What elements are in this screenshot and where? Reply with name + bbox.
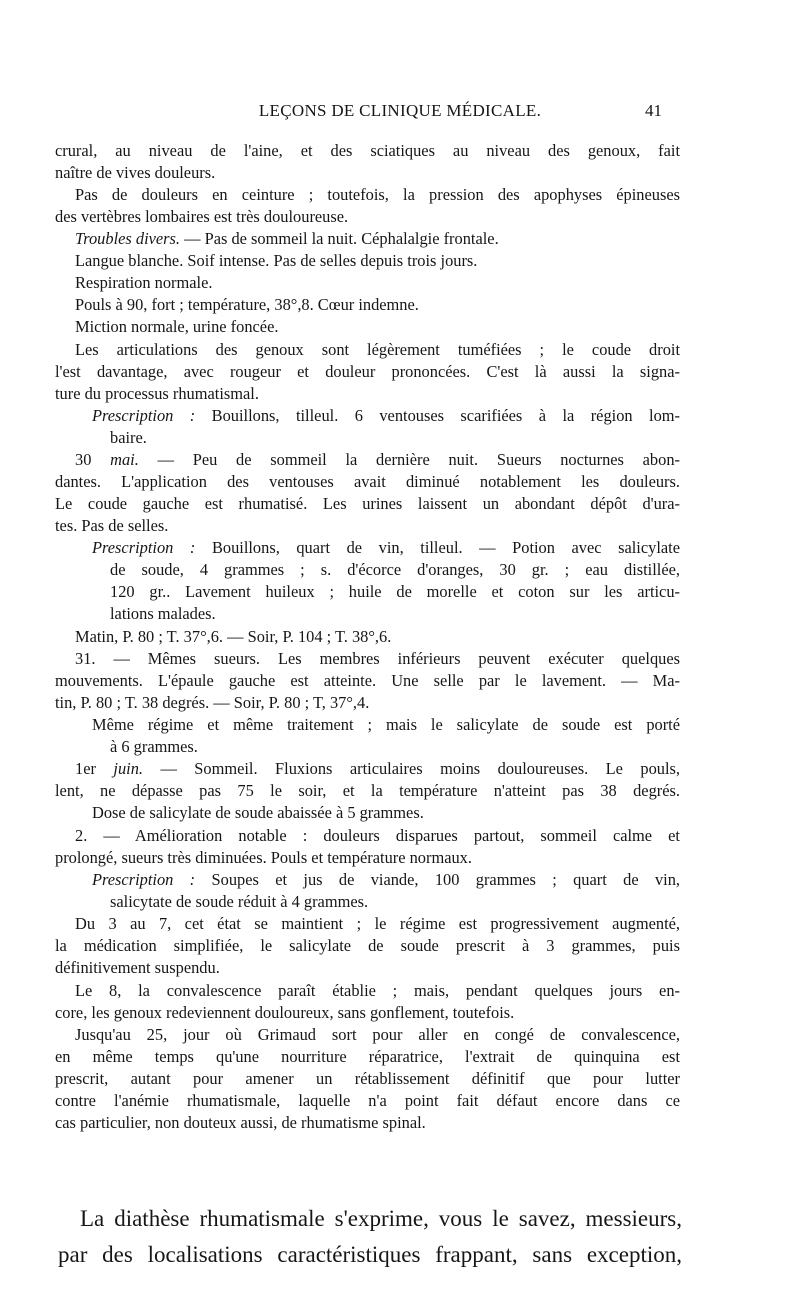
text-line: ture du processus rhumatismal. [55,384,259,403]
text-line: naître de vives douleurs. [55,163,216,182]
text-line: Respiration normale. [75,273,213,292]
text-line: tin, P. 80 ; T. 38 degrés. — Soir, P. 80 ; T, 37°,4. [55,693,370,712]
text-line: baire. [110,428,147,447]
text-line: Matin, P. 80 ; T. 37°,6. — Soir, P. 104 ; T. 38°,6. [75,627,392,646]
text-line: Prescription : Bouillons, quart de vin, tilleul. — Potion avec salicylate [92,538,680,557]
text-line: Miction normale, urine foncée. [75,317,279,336]
text-line: Le coude gauche est rhumatisé. Les urines laissent un abondant dépôt d'ura- [55,494,680,513]
text-line: 30 mai. — Peu de sommeil la dernière nuit. Sueurs nocturnes abon- [75,450,680,469]
prescription-label: Prescription : [92,538,196,557]
text-line: Du 3 au 7, cet état se maintient ; le régime est progressivement augmenté, [75,914,680,933]
text-line: Prescription : Bouillons, tilleul. 6 ventouses scarifiées à la région lom- [92,406,680,425]
text-line: Prescription : Soupes et jus de viande, 100 grammes ; quart de vin, [92,870,680,889]
text-line: prolongé, sueurs très diminuées. Pouls et température normaux. [55,848,472,867]
text-line: prescrit, autant pour amener un rétablissement définitif que pour lutter [55,1069,680,1088]
text-line: Pouls à 90, fort ; température, 38°,8. Cœur indemne. [75,295,419,314]
text-line: 120 gr.. Lavement huileux ; huile de morelle et coton sur les articu- [110,582,680,601]
section-label: Troubles divers. [75,229,181,248]
prescription-label: Prescription : [92,870,196,889]
text-line: contre l'anémie rhumatismale, laquelle n'a point fait défaut encore dans ce [55,1091,680,1110]
text-line: cas particulier, non douteux aussi, de rhumatisme spinal. [55,1113,426,1132]
text-line: 31. — Mêmes sueurs. Les membres inférieurs peuvent exécuter quelques [75,649,680,668]
large-text-line: par des localisations caractéristiques frappant, sans exception, [58,1242,682,1267]
text-line: core, les genoux redeviennent douloureux, sans gonflement, toutefois. [55,1003,515,1022]
text-line: Jusqu'au 25, jour où Grimaud sort pour aller en congé de convalescence, [75,1025,680,1044]
text-line: Les articulations des genoux sont légèrement tuméfiées ; le coude droit [75,340,680,359]
large-text-line: La diathèse rhumatismale s'exprime, vous le savez, messieurs, [80,1206,682,1231]
text-line: crural, au niveau de l'aine, et des sciatiques au niveau des genoux, fait [55,141,680,160]
text-line: mouvements. L'épaule gauche est atteinte. Une selle par le lavement. — Ma- [55,671,680,690]
text-line: à 6 grammes. [110,737,198,756]
text-line: Pas de douleurs en ceinture ; toutefois, la pression des apophyses épineuses [75,185,680,204]
prescription-label: Prescription : [92,406,196,425]
text-line: 1er juin. — Sommeil. Fluxions articulaires moins douloureuses. Le pouls, [75,759,681,778]
text-line: des vertèbres lombaires est très douloureuse. [55,207,349,226]
text-line: Dose de salicylate de soude abaissée à 5 grammes. [92,803,424,822]
running-header [0,101,800,125]
header-title: LEÇONS DE CLINIQUE MÉDICALE. [258,101,542,120]
text-line: salicytate de soude réduit à 4 grammes. [110,892,369,911]
text-line: tes. Pas de selles. [55,516,169,535]
text-line: 2. — Amélioration notable : douleurs disparues partout, sommeil calme et [75,826,680,845]
text-line: Troubles divers. — Pas de sommeil la nuit. Céphalalgie frontale. [75,229,499,248]
text-line: Le 8, la convalescence paraît établie ; mais, pendant quelques jours en- [75,981,680,1000]
text-line: Langue blanche. Soif intense. Pas de selles depuis trois jours. [75,251,478,270]
text-line: lations malades. [110,604,216,623]
text-line: dantes. L'application des ventouses avait diminué notablement les douleurs. [55,472,680,491]
text-line: lent, ne dépasse pas 75 le soir, et la température n'atteint pas 38 degrés. [55,781,680,800]
text-line: de soude, 4 grammes ; s. d'écorce d'oranges, 30 gr. ; eau distillée, [110,560,680,579]
text-line: Même régime et même traitement ; mais le salicylate de soude est porté [92,715,680,734]
text-line: la médication simplifiée, le salicylate de soude prescrit à 3 grammes, puis [55,936,680,955]
date-label: juin. [113,759,143,778]
page-number: 41 [645,101,662,120]
text-line: en même temps qu'une nourriture réparatrice, l'extrait de quinquina est [55,1047,680,1066]
text-line: définitivement suspendu. [55,958,220,977]
text-line: l'est davantage, avec rougeur et douleur prononcées. C'est là aussi la signa- [55,362,680,381]
date-label: mai. [110,450,139,469]
